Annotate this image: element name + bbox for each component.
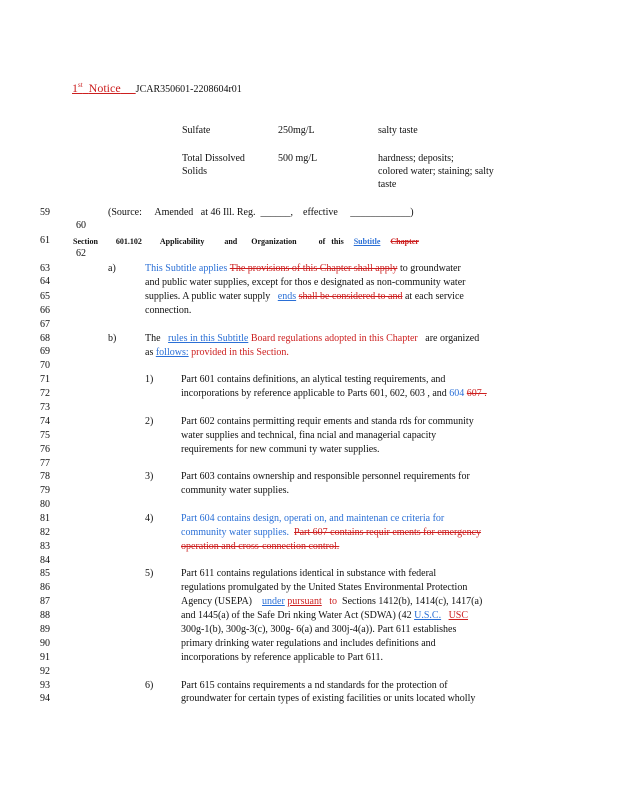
table-cell-name: Solids — [182, 166, 208, 177]
list-marker: 5) — [145, 568, 154, 579]
line-number: 79 — [40, 485, 50, 496]
list-item-line: Agency (USEPA) under pursuant to Sections 1412(b), 1414(c), 1417(a) — [181, 596, 483, 607]
line-number: 71 — [40, 374, 50, 385]
list-item-line: water supplies and technical, fina ncial and managerial capacity — [181, 430, 437, 441]
list-item-line: Part 601 contains definitions, an alytical testing requirements, and — [181, 374, 446, 385]
line-number: 69 — [40, 346, 50, 357]
line-number: 60 — [76, 220, 86, 231]
table-cell-limit: 250mg/L — [278, 125, 315, 136]
line-number: 88 — [40, 610, 50, 621]
line-number: 76 — [40, 444, 50, 455]
line-number: 77 — [40, 458, 50, 469]
list-marker: 4) — [145, 513, 154, 524]
list-item-line: groundwater for certain types of existing facilities or units located wholly — [181, 693, 476, 704]
table-cell-effect: salty taste — [378, 125, 418, 136]
list-item-line: community water supplies. — [181, 485, 290, 496]
list-item-line: Part 604 contains design, operati on, and maintenan ce criteria for — [181, 513, 445, 524]
table-cell-effect: taste — [378, 179, 397, 190]
paragraph-line: supplies. A public water supply ends shall be considered to and at each service — [145, 291, 464, 302]
table-cell-name: Sulfate — [182, 125, 211, 136]
list-marker: 2) — [145, 416, 154, 427]
line-number: 80 — [40, 499, 50, 510]
source-note: (Source: Amended at 46 Ill. Reg. ______, effective ____________) — [108, 207, 414, 218]
table-cell-limit: 500 mg/L — [278, 153, 318, 164]
paragraph-line: connection. — [145, 305, 192, 316]
list-marker: 1) — [145, 374, 154, 385]
line-number: 74 — [40, 416, 50, 427]
line-number: 92 — [40, 666, 50, 677]
list-item-line: Part 602 contains permitting requir ements and standa rds for community — [181, 416, 474, 427]
line-number: 86 — [40, 582, 50, 593]
line-number: 83 — [40, 541, 50, 552]
table-cell-effect: colored water; staining; salty — [378, 166, 494, 177]
line-number: 66 — [40, 305, 50, 316]
line-number: 82 — [40, 527, 50, 538]
paragraph-line: as follows: provided in this Section. — [145, 347, 289, 358]
notice-label: 1st Notice — [72, 81, 121, 95]
section-heading: Section 601.102 Applicability and Organization of this Subtitle Chapter — [73, 237, 419, 246]
line-number: 81 — [40, 513, 50, 524]
line-number: 67 — [40, 319, 50, 330]
line-number: 68 — [40, 333, 50, 344]
line-number: 78 — [40, 471, 50, 482]
list-item-line: Part 603 contains ownership and responsible personnel requirements for — [181, 471, 470, 482]
line-number: 61 — [40, 235, 50, 246]
doc-id: JCAR350601-2208604r01 — [135, 84, 242, 95]
list-item-line: and 1445(a) of the Safe Dri nking Water Act (SDWA) (42 U.S.C. USC — [181, 610, 469, 621]
list-item-line: operation and cross-connection control. — [181, 541, 340, 552]
table-cell-name: Total Dissolved — [182, 153, 245, 164]
line-number: 72 — [40, 388, 50, 399]
subsection-marker: a) — [108, 263, 116, 274]
paragraph-line: This Subtitle applies The provisions of this Chapter shall apply to groundwater — [145, 263, 461, 274]
line-number: 90 — [40, 638, 50, 649]
line-number: 63 — [40, 263, 50, 274]
notice-header — [72, 79, 242, 96]
line-number: 85 — [40, 568, 50, 579]
list-item-line: 300g-1(b), 300g-3(c), 300g- 6(a) and 300j-4(a)). Part 611 establishes — [181, 624, 457, 635]
list-marker: 3) — [145, 471, 154, 482]
line-number: 93 — [40, 680, 50, 691]
line-number: 65 — [40, 291, 50, 302]
paragraph-line: The rules in this Subtitle Board regulations adopted in this Chapter are organized — [145, 333, 480, 344]
subsection-marker: b) — [108, 333, 117, 344]
line-number: 87 — [40, 596, 50, 607]
line-number: 62 — [76, 248, 86, 259]
line-number: 94 — [40, 693, 50, 704]
paragraph-line: and public water supplies, except for thos e designated as non-community water — [145, 277, 466, 288]
list-item-line: Part 615 contains requirements a nd standards for the protection of — [181, 680, 448, 691]
line-number: 89 — [40, 624, 50, 635]
list-item-line: incorporations by reference applicable to Part 611. — [181, 652, 384, 663]
line-number: 84 — [40, 555, 50, 566]
line-number: 70 — [40, 360, 50, 371]
line-number: 64 — [40, 276, 50, 287]
line-number: 73 — [40, 402, 50, 413]
list-item-line: Part 611 contains regulations identical in substance with federal — [181, 568, 437, 579]
list-item-line: requirements for new communi ty water supplies. — [181, 444, 380, 455]
list-marker: 6) — [145, 680, 154, 691]
list-item-line: community water supplies. Part 607 contains requir ements for emergency — [181, 527, 482, 538]
list-item-line: primary drinking water regulations and includes definitions and — [181, 638, 436, 649]
list-item-line: regulations promulgated by the United States Environmental Protection — [181, 582, 468, 593]
table-cell-effect: hardness; deposits; — [378, 153, 454, 164]
line-number: 75 — [40, 430, 50, 441]
line-number: 59 — [40, 207, 50, 218]
list-item-line: incorporations by reference applicable to Parts 601, 602, 603 , and 604 607 . — [181, 388, 487, 399]
line-number: 91 — [40, 652, 50, 663]
